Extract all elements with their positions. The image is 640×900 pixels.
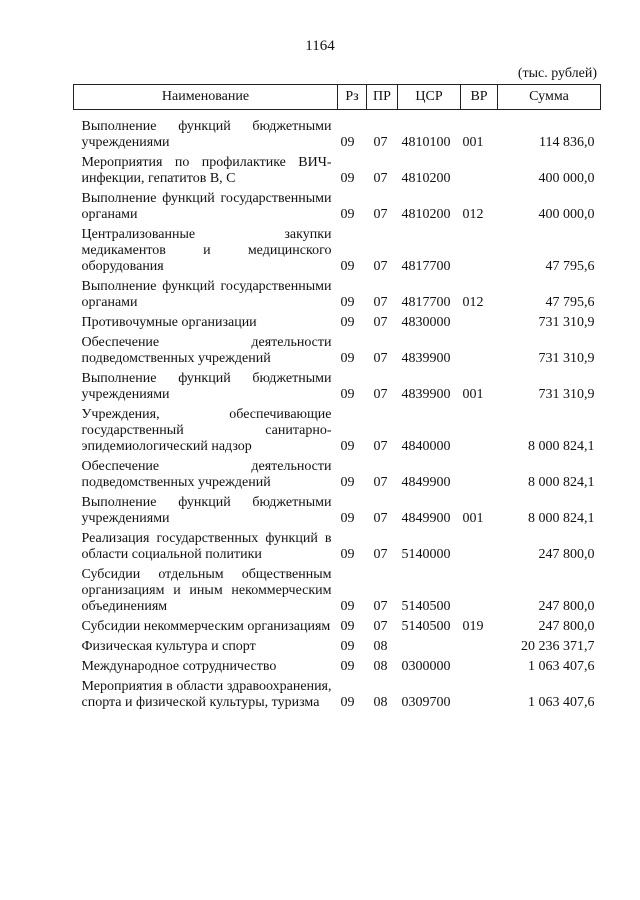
row-sum: 247 800,0 — [538, 619, 595, 634]
row-rz: 09 — [340, 295, 355, 310]
table-row — [74, 275, 601, 311]
row-vr: 001 — [462, 387, 484, 402]
row-csr: 4840000 — [401, 439, 451, 454]
table-row — [74, 655, 601, 675]
row-pr: 07 — [373, 351, 388, 366]
row-rz: 09 — [340, 639, 355, 654]
row-pr: 07 — [373, 439, 388, 454]
column-header-rz: Рз — [338, 85, 367, 110]
row-pr: 08 — [373, 695, 388, 710]
units-label: (тыс. рублей) — [517, 66, 597, 81]
column-header-name: Наименование — [74, 85, 338, 110]
row-csr: 4810100 — [401, 135, 451, 150]
row-sum: 731 310,9 — [538, 315, 595, 330]
table-row — [74, 311, 601, 331]
row-csr: 4817700 — [401, 295, 451, 310]
row-name: Выполнение функций бюджетными учреждениями — [81, 119, 332, 150]
row-sum: 247 800,0 — [538, 547, 595, 562]
row-pr: 07 — [373, 135, 388, 150]
row-vr: 012 — [462, 295, 484, 310]
row-pr: 07 — [373, 599, 388, 614]
table-row — [74, 331, 601, 367]
row-sum: 1 063 407,6 — [528, 659, 595, 674]
row-sum: 8 000 824,1 — [528, 511, 595, 526]
row-name: Противочумные организации — [81, 315, 257, 330]
row-csr: 0300000 — [401, 659, 451, 674]
row-sum: 400 000,0 — [538, 171, 595, 186]
row-pr: 07 — [373, 547, 388, 562]
table-row — [74, 223, 601, 275]
row-csr: 4810200 — [401, 171, 451, 186]
row-csr: 4849900 — [401, 511, 451, 526]
table-body — [74, 110, 601, 712]
row-name: Централизованные закупки медикаментов и медицинского оборудования — [81, 227, 332, 274]
row-vr — [461, 675, 498, 711]
row-name: Международное сотрудничество — [81, 659, 277, 674]
row-rz: 09 — [340, 315, 355, 330]
row-vr — [461, 331, 498, 367]
page-number: 1164 — [305, 38, 335, 54]
row-csr: 4849900 — [401, 475, 451, 490]
table-row — [74, 615, 601, 635]
table-row — [74, 635, 601, 655]
table-row — [74, 675, 601, 711]
table-row — [74, 110, 601, 152]
row-sum: 47 795,6 — [545, 259, 595, 274]
row-name: Мероприятия в области здравоохранения, спорта и физической культуры, туризма — [81, 679, 332, 710]
row-name: Обеспечение деятельности подведомственных учреждений — [81, 335, 332, 366]
column-header-pr: ПР — [367, 85, 398, 110]
row-rz: 09 — [340, 387, 355, 402]
row-vr: 001 — [462, 135, 484, 150]
row-vr — [461, 563, 498, 615]
row-csr: 0309700 — [401, 695, 451, 710]
row-pr: 07 — [373, 315, 388, 330]
table-row — [74, 187, 601, 223]
row-pr: 08 — [373, 659, 388, 674]
row-rz: 09 — [340, 695, 355, 710]
column-header-sum: Сумма — [498, 85, 601, 110]
row-vr — [461, 223, 498, 275]
row-name: Физическая культура и спорт — [81, 639, 256, 654]
table-row — [74, 527, 601, 563]
row-name: Выполнение функций государственными органами — [81, 279, 332, 310]
row-rz: 09 — [340, 619, 355, 634]
table-row — [74, 367, 601, 403]
row-rz: 09 — [340, 171, 355, 186]
column-header-csr: ЦСР — [398, 85, 461, 110]
table-row — [74, 491, 601, 527]
row-vr: 001 — [462, 511, 484, 526]
row-pr: 08 — [373, 639, 388, 654]
row-name: Мероприятия по профилактике ВИЧ-инфекции, гепатитов В, С — [81, 155, 332, 186]
row-vr — [461, 655, 498, 675]
row-vr — [461, 151, 498, 187]
row-sum: 247 800,0 — [538, 599, 595, 614]
row-pr: 07 — [373, 295, 388, 310]
row-vr — [461, 455, 498, 491]
row-rz: 09 — [340, 659, 355, 674]
row-name: Выполнение функций бюджетными учреждениями — [81, 495, 332, 526]
row-vr: 012 — [462, 207, 484, 222]
row-sum: 400 000,0 — [538, 207, 595, 222]
row-vr — [461, 311, 498, 331]
row-sum: 8 000 824,1 — [528, 475, 595, 490]
row-rz: 09 — [340, 207, 355, 222]
row-vr — [461, 527, 498, 563]
row-sum: 731 310,9 — [538, 351, 595, 366]
row-csr: 4839900 — [401, 387, 451, 402]
budget-table — [73, 84, 601, 711]
row-name: Субсидии некоммерческим организациям — [81, 619, 331, 634]
table-row — [74, 563, 601, 615]
row-sum: 1 063 407,6 — [528, 695, 595, 710]
row-rz: 09 — [340, 351, 355, 366]
column-header-vr: ВР — [461, 85, 498, 110]
row-csr — [398, 635, 461, 655]
row-name: Учреждения, обеспечивающие государственный санитарно-эпидемиологический надзор — [81, 407, 332, 454]
row-rz: 09 — [340, 511, 355, 526]
row-pr: 07 — [373, 259, 388, 274]
row-sum: 8 000 824,1 — [528, 439, 595, 454]
row-name: Обеспечение деятельности подведомственных учреждений — [81, 459, 332, 490]
row-sum: 731 310,9 — [538, 387, 595, 402]
row-csr: 4810200 — [401, 207, 451, 222]
row-rz: 09 — [340, 135, 355, 150]
row-sum: 20 236 371,7 — [521, 639, 595, 654]
row-rz: 09 — [340, 439, 355, 454]
row-csr: 4839900 — [401, 351, 451, 366]
row-name: Субсидии отдельным общественным организациям и иным некоммерческим объединениям — [81, 567, 332, 614]
row-vr: 019 — [462, 619, 484, 634]
row-pr: 07 — [373, 475, 388, 490]
row-rz: 09 — [340, 547, 355, 562]
row-rz: 09 — [340, 599, 355, 614]
row-csr: 5140000 — [401, 547, 451, 562]
row-rz: 09 — [340, 259, 355, 274]
row-sum: 47 795,6 — [545, 295, 595, 310]
row-pr: 07 — [373, 171, 388, 186]
row-pr: 07 — [373, 619, 388, 634]
row-name: Реализация государственных функций в области социальной политики — [81, 531, 332, 562]
row-csr: 5140500 — [401, 619, 451, 634]
row-sum: 114 836,0 — [539, 135, 595, 150]
row-vr — [461, 403, 498, 455]
row-csr: 5140500 — [401, 599, 451, 614]
row-name: Выполнение функций бюджетными учреждениями — [81, 371, 332, 402]
row-rz: 09 — [340, 475, 355, 490]
table-row — [74, 455, 601, 491]
table-header-row — [74, 85, 601, 110]
row-vr — [461, 635, 498, 655]
table-row — [74, 403, 601, 455]
row-csr: 4830000 — [401, 315, 451, 330]
row-pr: 07 — [373, 207, 388, 222]
row-pr: 07 — [373, 387, 388, 402]
table-row — [74, 151, 601, 187]
row-name: Выполнение функций государственными органами — [81, 191, 332, 222]
row-csr: 4817700 — [401, 259, 451, 274]
row-pr: 07 — [373, 511, 388, 526]
